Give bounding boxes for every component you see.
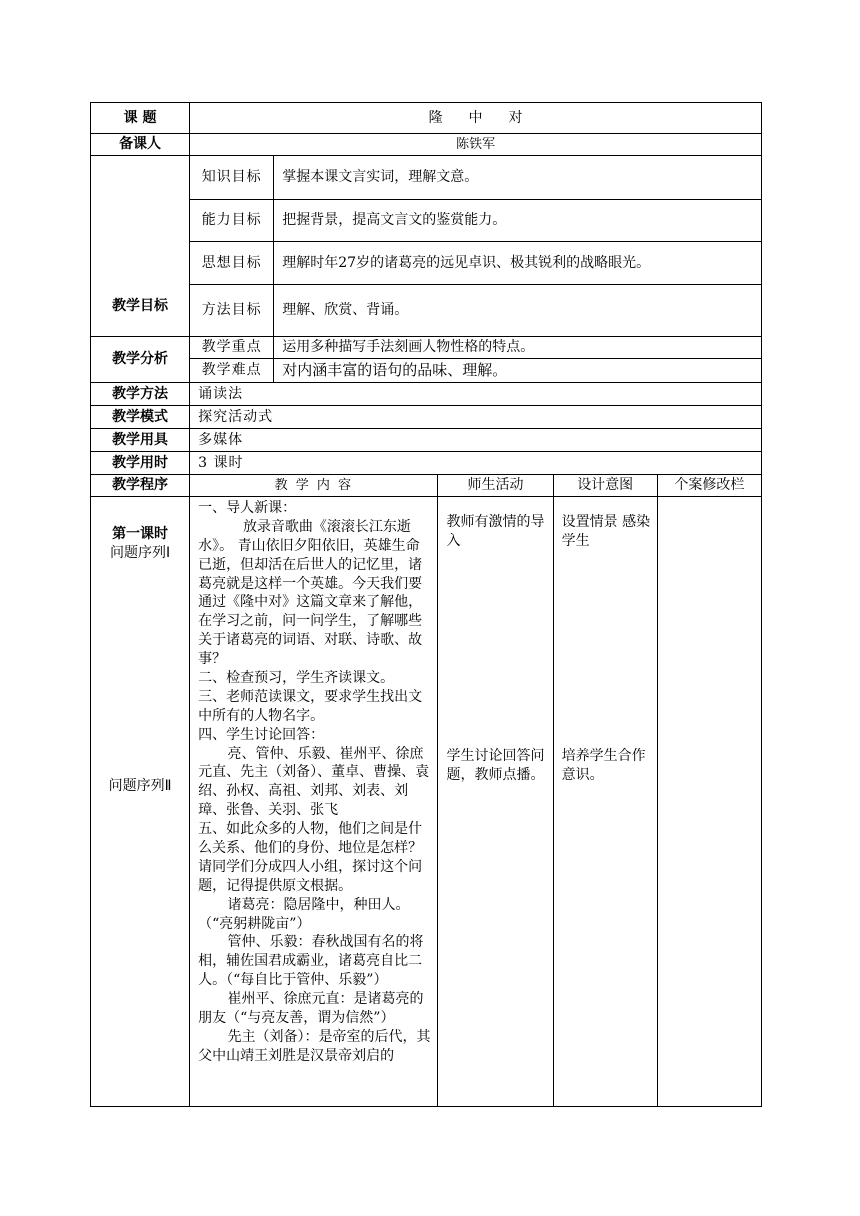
content-line: 管仲、乐毅：春秋战国有名的将相，辅佐国君成霸业，诸葛亮自比二人。（“每自比于管仲、乐毅”） (198, 934, 424, 989)
content-line: 三、老师范读课文，要求学生找出文中所有的人物名字。 (198, 688, 423, 724)
question-sequence-2: 问题序列Ⅱ (108, 777, 172, 794)
intent-text: 设置情景 感染学生 (561, 514, 651, 549)
activity-cell (438, 497, 553, 1107)
objective-name: 知识目标 (190, 156, 274, 200)
intent-text: 培养学生合作意识。 (561, 747, 646, 783)
column-activity: 师生活动 (438, 475, 553, 497)
analysis-label: 教学分析 (91, 337, 190, 383)
objective-name: 能力目标 (190, 200, 274, 242)
procedure-sequence-cell (91, 497, 190, 1107)
tools-label: 教学用具 (91, 429, 190, 452)
duration-value: 3 课时 (190, 452, 762, 475)
intent-cell (553, 497, 657, 1107)
content-line: 五、如此众多的人物，他们之间是什么关系、他们的身份、地位是怎样？请同学们分成四人小组，探讨这个问题，记得提供原文根据。 (198, 821, 423, 894)
activity-text: 学生讨论回答问题，教师点播。 (446, 747, 545, 783)
column-revision: 个案修改栏 (657, 475, 761, 497)
revision-cell (657, 497, 761, 1107)
method-label: 教学方法 (91, 383, 190, 406)
column-content: 教 学 内 容 (190, 475, 438, 497)
procedure-label: 教学程序 (91, 475, 190, 497)
mode-value: 探究活动式 (190, 406, 762, 429)
content-line: 一、导人新课： (198, 500, 297, 516)
preparer-value: 陈铁军 (190, 134, 762, 156)
objective-name: 方法目标 (190, 285, 274, 337)
difficulty-label: 教学难点 (190, 359, 274, 383)
content-line: 亮、管仲、乐毅、崔州平、徐庶元直、先主（刘备）、董卓、曹操、袁绍、孙权、高祖、刘邦、刘表、刘璋、张鲁、关羽、张飞 (198, 745, 430, 819)
objective-text: 理解、欣赏、背诵。 (274, 285, 762, 337)
content-line: 二、检查预习，学生齐读课文。 (198, 670, 395, 687)
objective-text: 把握背景，提高文言文的鉴赏能力。 (274, 200, 762, 242)
content-line: 诸葛亮：隐居隆中，种田人。（“亮躬耕陇亩”） (198, 896, 410, 932)
teaching-content (190, 497, 438, 1107)
column-intent: 设计意图 (553, 475, 657, 497)
question-sequence-1: 问题序列Ⅰ (110, 544, 171, 561)
tools-value: 多媒体 (190, 429, 762, 452)
key-point-text: 运用多种描写手法刻画人物性格的特点。 (274, 337, 762, 359)
objective-text: 掌握本课文言实词，理解文意。 (274, 156, 762, 200)
preparer-label: 备课人 (91, 134, 190, 156)
page-title: 隆中对 (190, 103, 762, 134)
activity-text: 教师有激情的导入 (446, 514, 545, 549)
lesson-period: 第一课时 (112, 526, 169, 542)
mode-label: 教学模式 (91, 406, 190, 429)
duration-label: 教学用时 (91, 452, 190, 475)
key-point-label: 教学重点 (190, 337, 274, 359)
method-value: 诵读法 (190, 383, 762, 406)
difficulty-text: 对内涵丰富的语句的品味、理解。 (274, 359, 762, 383)
objectives-label: 教学目标 (91, 156, 190, 337)
lesson-plan-table (90, 102, 762, 1107)
topic-label: 课 题 (91, 103, 190, 134)
content-line: 崔州平、徐庶元直：是诸葛亮的朋友（“与亮友善，谓为信然”） (198, 991, 424, 1027)
objective-name: 思想目标 (190, 242, 274, 285)
content-line: 四、学生讨论回答： (198, 726, 325, 743)
objective-text: 理解时年27岁的诸葛亮的远见卓识、极其锐利的战略眼光。 (274, 242, 762, 285)
content-line: 先主（刘备）：是帝室的后代，其父中山靖王刘胜是汉景帝刘启的 (198, 1028, 431, 1064)
content-line: 放录音歌曲《滚滚长江东逝水》。 青山依旧夕阳依旧，英雄生命已逝，但却活在后世人的记忆里，诸葛亮就是这样一个英雄。今天我们要通过《隆中对》这篇文章来了解他，在学习之前，问一问学生，了解哪些关于诸葛亮的词语、对联、诗歌、故事？ (198, 518, 423, 668)
